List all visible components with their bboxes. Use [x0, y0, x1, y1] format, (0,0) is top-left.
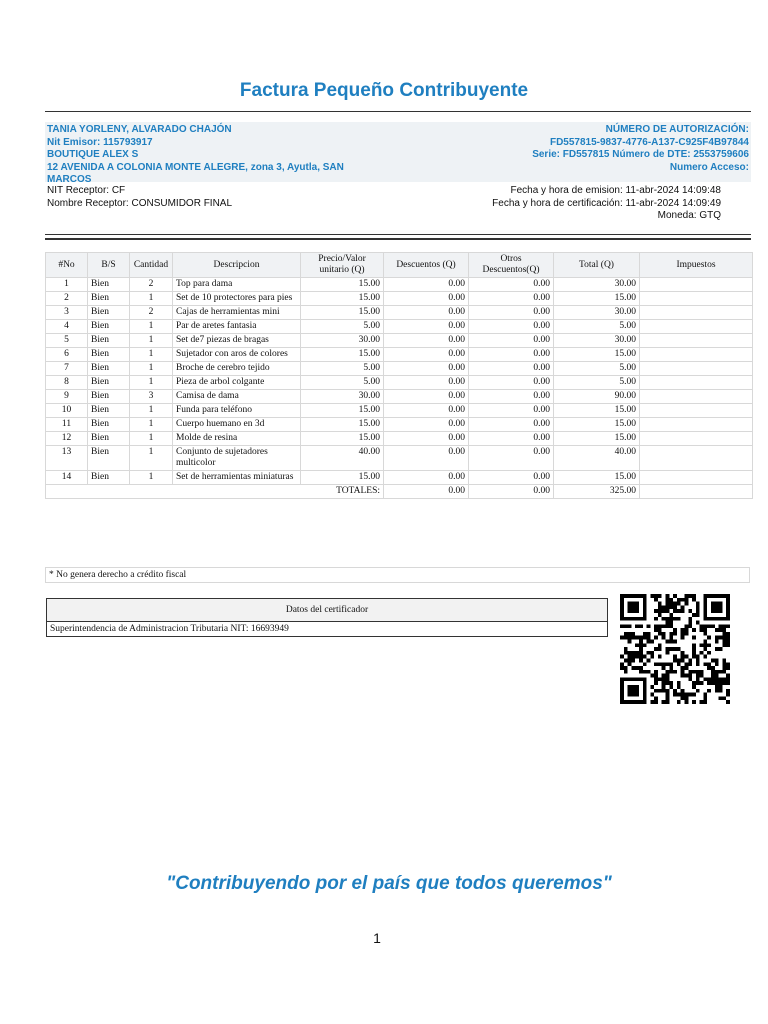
item-bs: Bien: [88, 278, 130, 292]
item-other-discount: 0.00: [469, 320, 554, 334]
item-qty: 3: [130, 390, 173, 404]
item-unit-price: 15.00: [301, 348, 384, 362]
item-description: Cajas de herramientas mini: [173, 306, 301, 320]
item-taxes: [640, 334, 753, 348]
item-bs: Bien: [88, 306, 130, 320]
authorization-serie: Serie: FD557815 Número de DTE: 2553759606: [532, 149, 749, 160]
emitter-name: TANIA YORLENY, ALVARADO CHAJÓN: [47, 124, 232, 135]
item-other-discount: 0.00: [469, 348, 554, 362]
item-unit-price: 15.00: [301, 306, 384, 320]
table-row: [46, 320, 753, 334]
emitter-address: 12 AVENIDA A COLONIA MONTE ALEGRE, zona 3, Ayutla, SAN MARCOS: [47, 161, 344, 185]
item-taxes: [640, 278, 753, 292]
item-qty: 1: [130, 446, 173, 471]
item-qty: 1: [130, 292, 173, 306]
header-double-divider: [45, 234, 751, 240]
item-description: Top para dama: [173, 278, 301, 292]
item-description: Molde de resina: [173, 432, 301, 446]
table-row: [46, 292, 753, 306]
item-other-discount: 0.00: [469, 334, 554, 348]
table-row: [46, 446, 753, 471]
item-taxes: [640, 418, 753, 432]
item-description: Broche de cerebro tejido: [173, 362, 301, 376]
item-discount: 0.00: [384, 306, 469, 320]
col-header: Total (Q): [554, 253, 640, 278]
item-qty: 1: [130, 362, 173, 376]
item-total: 30.00: [554, 278, 640, 292]
item-no: 11: [46, 418, 88, 432]
certification-date: Fecha y hora de certificación: 11-abr-2024 14:09:49: [492, 197, 721, 209]
item-other-discount: 0.00: [469, 418, 554, 432]
items-table: [45, 252, 753, 499]
table-header-row: [46, 253, 753, 278]
certifier-body: Superintendencia de Administracion Tributaria NIT: 16693949: [50, 624, 289, 634]
item-bs: Bien: [88, 334, 130, 348]
col-header: Cantidad: [130, 253, 173, 278]
slogan: "Contribuyendo por el país que todos queremos": [166, 873, 612, 894]
item-total: 15.00: [554, 432, 640, 446]
item-unit-price: 15.00: [301, 278, 384, 292]
totals-descuentos: 0.00: [384, 485, 469, 499]
item-total: 5.00: [554, 320, 640, 334]
item-unit-price: 15.00: [301, 471, 384, 485]
item-discount: 0.00: [384, 320, 469, 334]
item-unit-price: 5.00: [301, 320, 384, 334]
col-header: Descripcion: [173, 253, 301, 278]
col-header: Otros Descuentos(Q): [469, 253, 554, 278]
item-qty: 2: [130, 278, 173, 292]
item-qty: 1: [130, 376, 173, 390]
item-other-discount: 0.00: [469, 432, 554, 446]
qr-code: [620, 592, 730, 706]
item-total: 15.00: [554, 348, 640, 362]
item-discount: 0.00: [384, 404, 469, 418]
item-qty: 2: [130, 306, 173, 320]
item-bs: Bien: [88, 471, 130, 485]
item-qty: 1: [130, 320, 173, 334]
item-bs: Bien: [88, 432, 130, 446]
item-no: 10: [46, 404, 88, 418]
item-total: 15.00: [554, 292, 640, 306]
item-discount: 0.00: [384, 334, 469, 348]
item-bs: Bien: [88, 362, 130, 376]
item-no: 4: [46, 320, 88, 334]
table-row: [46, 348, 753, 362]
item-other-discount: 0.00: [469, 362, 554, 376]
page-number: 1: [373, 930, 381, 946]
item-taxes: [640, 306, 753, 320]
item-discount: 0.00: [384, 292, 469, 306]
item-total: 5.00: [554, 362, 640, 376]
emitter-info: [47, 124, 367, 187]
totals-label: TOTALES:: [46, 485, 384, 499]
item-qty: 1: [130, 432, 173, 446]
item-discount: 0.00: [384, 278, 469, 292]
item-total: 40.00: [554, 446, 640, 471]
item-taxes: [640, 376, 753, 390]
item-other-discount: 0.00: [469, 446, 554, 471]
certifier-box: [46, 598, 608, 637]
table-row: [46, 334, 753, 348]
item-bs: Bien: [88, 418, 130, 432]
item-no: 7: [46, 362, 88, 376]
item-discount: 0.00: [384, 362, 469, 376]
table-row: [46, 390, 753, 404]
item-unit-price: 30.00: [301, 334, 384, 348]
totals-row: [46, 485, 753, 499]
item-qty: 1: [130, 471, 173, 485]
item-other-discount: 0.00: [469, 278, 554, 292]
item-taxes: [640, 446, 753, 471]
fiscal-note: * No genera derecho a crédito fiscal: [45, 567, 750, 583]
table-row: [46, 471, 753, 485]
item-other-discount: 0.00: [469, 292, 554, 306]
emission-date: Fecha y hora de emision: 11-abr-2024 14:09:48: [510, 185, 721, 196]
item-bs: Bien: [88, 292, 130, 306]
table-row: [46, 362, 753, 376]
item-total: 15.00: [554, 404, 640, 418]
item-other-discount: 0.00: [469, 306, 554, 320]
title-divider: [45, 111, 751, 112]
item-unit-price: 15.00: [301, 418, 384, 432]
authorization-access: Numero Acceso:: [669, 161, 749, 173]
item-qty: 1: [130, 404, 173, 418]
item-unit-price: 40.00: [301, 446, 384, 471]
emitter-business: BOUTIQUE ALEX S: [47, 149, 139, 160]
item-discount: 0.00: [384, 418, 469, 432]
item-qty: 1: [130, 348, 173, 362]
totals-otros: 0.00: [469, 485, 554, 499]
receiver-name: Nombre Receptor: CONSUMIDOR FINAL: [47, 197, 233, 209]
item-taxes: [640, 320, 753, 334]
totals-total: 325.00: [554, 485, 640, 499]
item-no: 2: [46, 292, 88, 306]
item-other-discount: 0.00: [469, 404, 554, 418]
item-unit-price: 15.00: [301, 404, 384, 418]
item-discount: 0.00: [384, 446, 469, 471]
emitter-nit: Nit Emisor: 115793917: [47, 136, 153, 148]
item-total: 5.00: [554, 376, 640, 390]
item-taxes: [640, 432, 753, 446]
emitter-band: [45, 122, 751, 185]
authorization-info: [532, 124, 749, 174]
currency: Moneda: GTQ: [657, 210, 721, 221]
item-bs: Bien: [88, 376, 130, 390]
item-no: 6: [46, 348, 88, 362]
item-taxes: [640, 362, 753, 376]
item-total: 30.00: [554, 334, 640, 348]
table-row: [46, 376, 753, 390]
item-description: Set de 10 protectores para pies: [173, 292, 301, 306]
item-description: Set de7 piezas de bragas: [173, 334, 301, 348]
item-bs: Bien: [88, 404, 130, 418]
totals-impuestos: [640, 485, 753, 499]
col-header: Impuestos: [640, 253, 753, 278]
item-no: 3: [46, 306, 88, 320]
item-taxes: [640, 348, 753, 362]
item-discount: 0.00: [384, 432, 469, 446]
authorization-label: NÚMERO DE AUTORIZACIÓN:: [605, 124, 749, 135]
item-total: 15.00: [554, 471, 640, 485]
table-row: [46, 404, 753, 418]
item-description: Conjunto de sujetadores multicolor: [173, 446, 301, 471]
item-description: Par de aretes fantasia: [173, 320, 301, 334]
item-no: 13: [46, 446, 88, 471]
invoice-title: Factura Pequeño Contribuyente: [239, 80, 529, 101]
dates-info: [492, 185, 721, 223]
item-other-discount: 0.00: [469, 376, 554, 390]
item-unit-price: 15.00: [301, 292, 384, 306]
table-row: [46, 418, 753, 432]
item-unit-price: 30.00: [301, 390, 384, 404]
item-no: 9: [46, 390, 88, 404]
item-description: Cuerpo huemano en 3d: [173, 418, 301, 432]
item-unit-price: 5.00: [301, 376, 384, 390]
item-total: 15.00: [554, 418, 640, 432]
item-taxes: [640, 404, 753, 418]
item-bs: Bien: [88, 320, 130, 334]
item-qty: 1: [130, 334, 173, 348]
receiver-nit: NIT Receptor: CF: [47, 185, 126, 196]
item-no: 12: [46, 432, 88, 446]
item-description: Pieza de arbol colgante: [173, 376, 301, 390]
item-total: 90.00: [554, 390, 640, 404]
item-no: 5: [46, 334, 88, 348]
table-row: [46, 278, 753, 292]
authorization-number: FD557815-9837-4776-A137-C925F4B97844: [549, 136, 749, 148]
certifier-header: Datos del certificador: [47, 599, 607, 622]
item-bs: Bien: [88, 390, 130, 404]
col-header: B/S: [88, 253, 130, 278]
item-taxes: [640, 471, 753, 485]
item-no: 14: [46, 471, 88, 485]
item-other-discount: 0.00: [469, 471, 554, 485]
item-discount: 0.00: [384, 390, 469, 404]
item-total: 30.00: [554, 306, 640, 320]
col-header: #No: [46, 253, 88, 278]
table-row: [46, 432, 753, 446]
item-discount: 0.00: [384, 348, 469, 362]
item-description: Sujetador con aros de colores: [173, 348, 301, 362]
item-discount: 0.00: [384, 376, 469, 390]
table-row: [46, 306, 753, 320]
item-bs: Bien: [88, 348, 130, 362]
col-header: Descuentos (Q): [384, 253, 469, 278]
item-no: 8: [46, 376, 88, 390]
item-description: Funda para teléfono: [173, 404, 301, 418]
item-other-discount: 0.00: [469, 390, 554, 404]
col-header: Precio/Valor unitario (Q): [301, 253, 384, 278]
item-no: 1: [46, 278, 88, 292]
item-taxes: [640, 292, 753, 306]
item-qty: 1: [130, 418, 173, 432]
item-unit-price: 5.00: [301, 362, 384, 376]
item-description: Camisa de dama: [173, 390, 301, 404]
item-bs: Bien: [88, 446, 130, 471]
item-unit-price: 15.00: [301, 432, 384, 446]
item-taxes: [640, 390, 753, 404]
item-discount: 0.00: [384, 471, 469, 485]
receiver-info: [47, 185, 232, 210]
item-description: Set de herramientas miniaturas: [173, 471, 301, 485]
